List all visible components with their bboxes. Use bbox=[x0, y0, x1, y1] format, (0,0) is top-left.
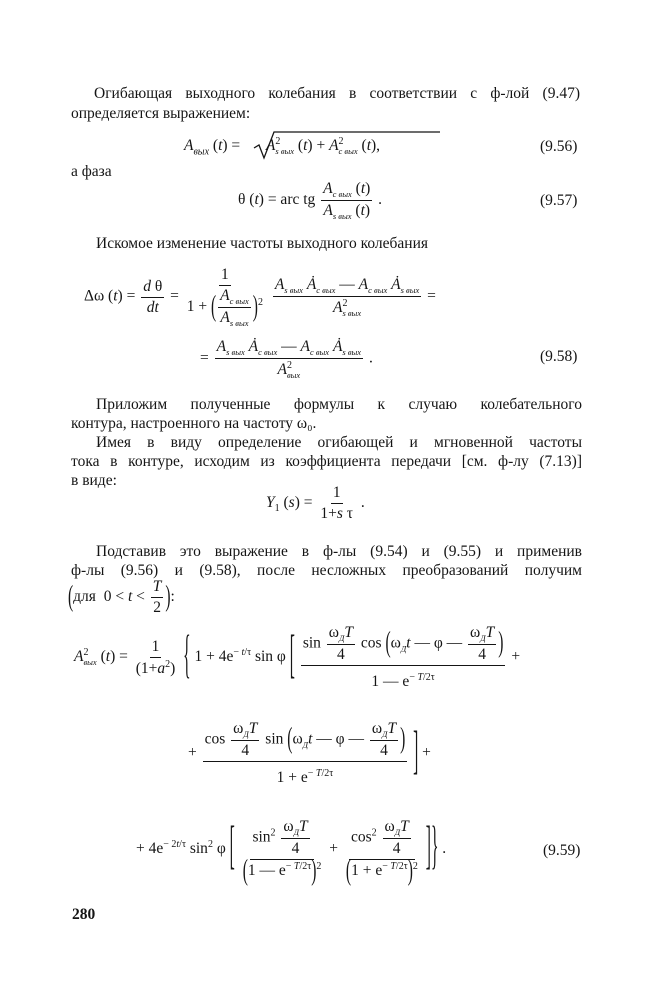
equation-9-59-line2: + cos $\frac{\omega_ДT}{4}$ $\sin (\omega_Дt$ — φ — $\frac{\omega_ДT}{4}$ ) $1 + e^{- T/2\tau}$ ] + bbox=[188, 720, 431, 787]
paragraph-line: а фаза bbox=[71, 163, 112, 180]
equation-number: (9.56) bbox=[540, 138, 578, 155]
paragraph-line: определяется выражением: bbox=[71, 105, 251, 122]
equation-number: (9.59) bbox=[543, 842, 581, 859]
condition-range: (для 0 < t < $\frac{T}{2}$ ): bbox=[68, 578, 175, 616]
equation-9-58-line2: = $\frac{A_{s вых} Ȧ_{c вых} — A_{c вых} Ȧ_{s вых}}{A^2_{вых}}$ . bbox=[200, 338, 373, 381]
paragraph-line: ф-лы (9.56) и (9.58), после несложных преобразований получим bbox=[71, 562, 582, 579]
paragraph-line: Подставив это выражение в ф-лы (9.54) и (9.55) и применив bbox=[96, 543, 582, 560]
paragraph-line: в виде: bbox=[71, 472, 117, 489]
page-number: 280 bbox=[72, 906, 96, 923]
paragraph-line: Имея в виду определение огибающей и мгновенной частоты bbox=[96, 434, 582, 451]
equation-9-56: $A_{вых}$ $(t) = A^2_{s вых}$ $(t) + A^2_{c вых}$ (t), bbox=[184, 136, 381, 158]
transfer-function-equation: $Y_1$ (s) = $\frac{1}{\text{1+s τ}}$ . bbox=[266, 484, 365, 522]
paragraph-line: Огибающая выходного колебания в соответствии с ф-лой (9.47) bbox=[94, 85, 580, 102]
equation-9-57: θ (t) = arc tg $\frac{A_{c вых} (t)}{A_{s вых} (t)}$ . bbox=[238, 180, 383, 222]
sqrt-sign bbox=[252, 130, 442, 160]
paragraph-line: Искомое изменение частоты выходного колебания bbox=[96, 235, 429, 252]
equation-number: (9.57) bbox=[540, 192, 578, 209]
paragraph-line: для bbox=[73, 588, 96, 606]
equation-9-58-line1: Δω (t) = $\frac{\text{d θ}}{dt}$ = 1 1 + ( $\frac{A_{c вых}}{A_{s вых}}$ )$^2$ $\frac{A_{s вых} Ȧ_{c вых} — A_{c вых} Ȧ_{s вых}}{A^2_{s вых}}$ = bbox=[84, 266, 436, 329]
paragraph-line: контура, настроенного на частоту ω₀. bbox=[71, 415, 317, 432]
equation-number: (9.58) bbox=[540, 348, 578, 365]
equation-9-59-line3: + $4e^{- 2t/\tau}$ $\sin^2 \varphi$ [ $\sin^2$ $\frac{\omega_ДT}{4}$ (1 — $e^{- T/2\tau})^2$ + $\cos^2$ $\frac{\omega_ДT}{4}$ $(1 + e^{- T/2\tau})^2$ ]} . bbox=[136, 818, 447, 887]
paragraph-line: Приложим полученные формулы к случаю колебательного bbox=[96, 396, 582, 413]
paragraph-line: тока в контуре, исходим из коэффициента передачи [см. ф-лу (7.13)] bbox=[71, 453, 582, 470]
equation-9-59-line1: $A^2_{вых}$ (t) = $\frac{1}{(1+a^2)}$ { $1 + 4e^{- t/\tau}$ sin φ [ sin $\frac{\omega_ДT}{4}$ $\cos (\omega_Дt$ — φ — $\frac{\omega_ДT}{4}$ ) 1 — $e^{- T/2\tau}$ + bbox=[74, 624, 521, 691]
